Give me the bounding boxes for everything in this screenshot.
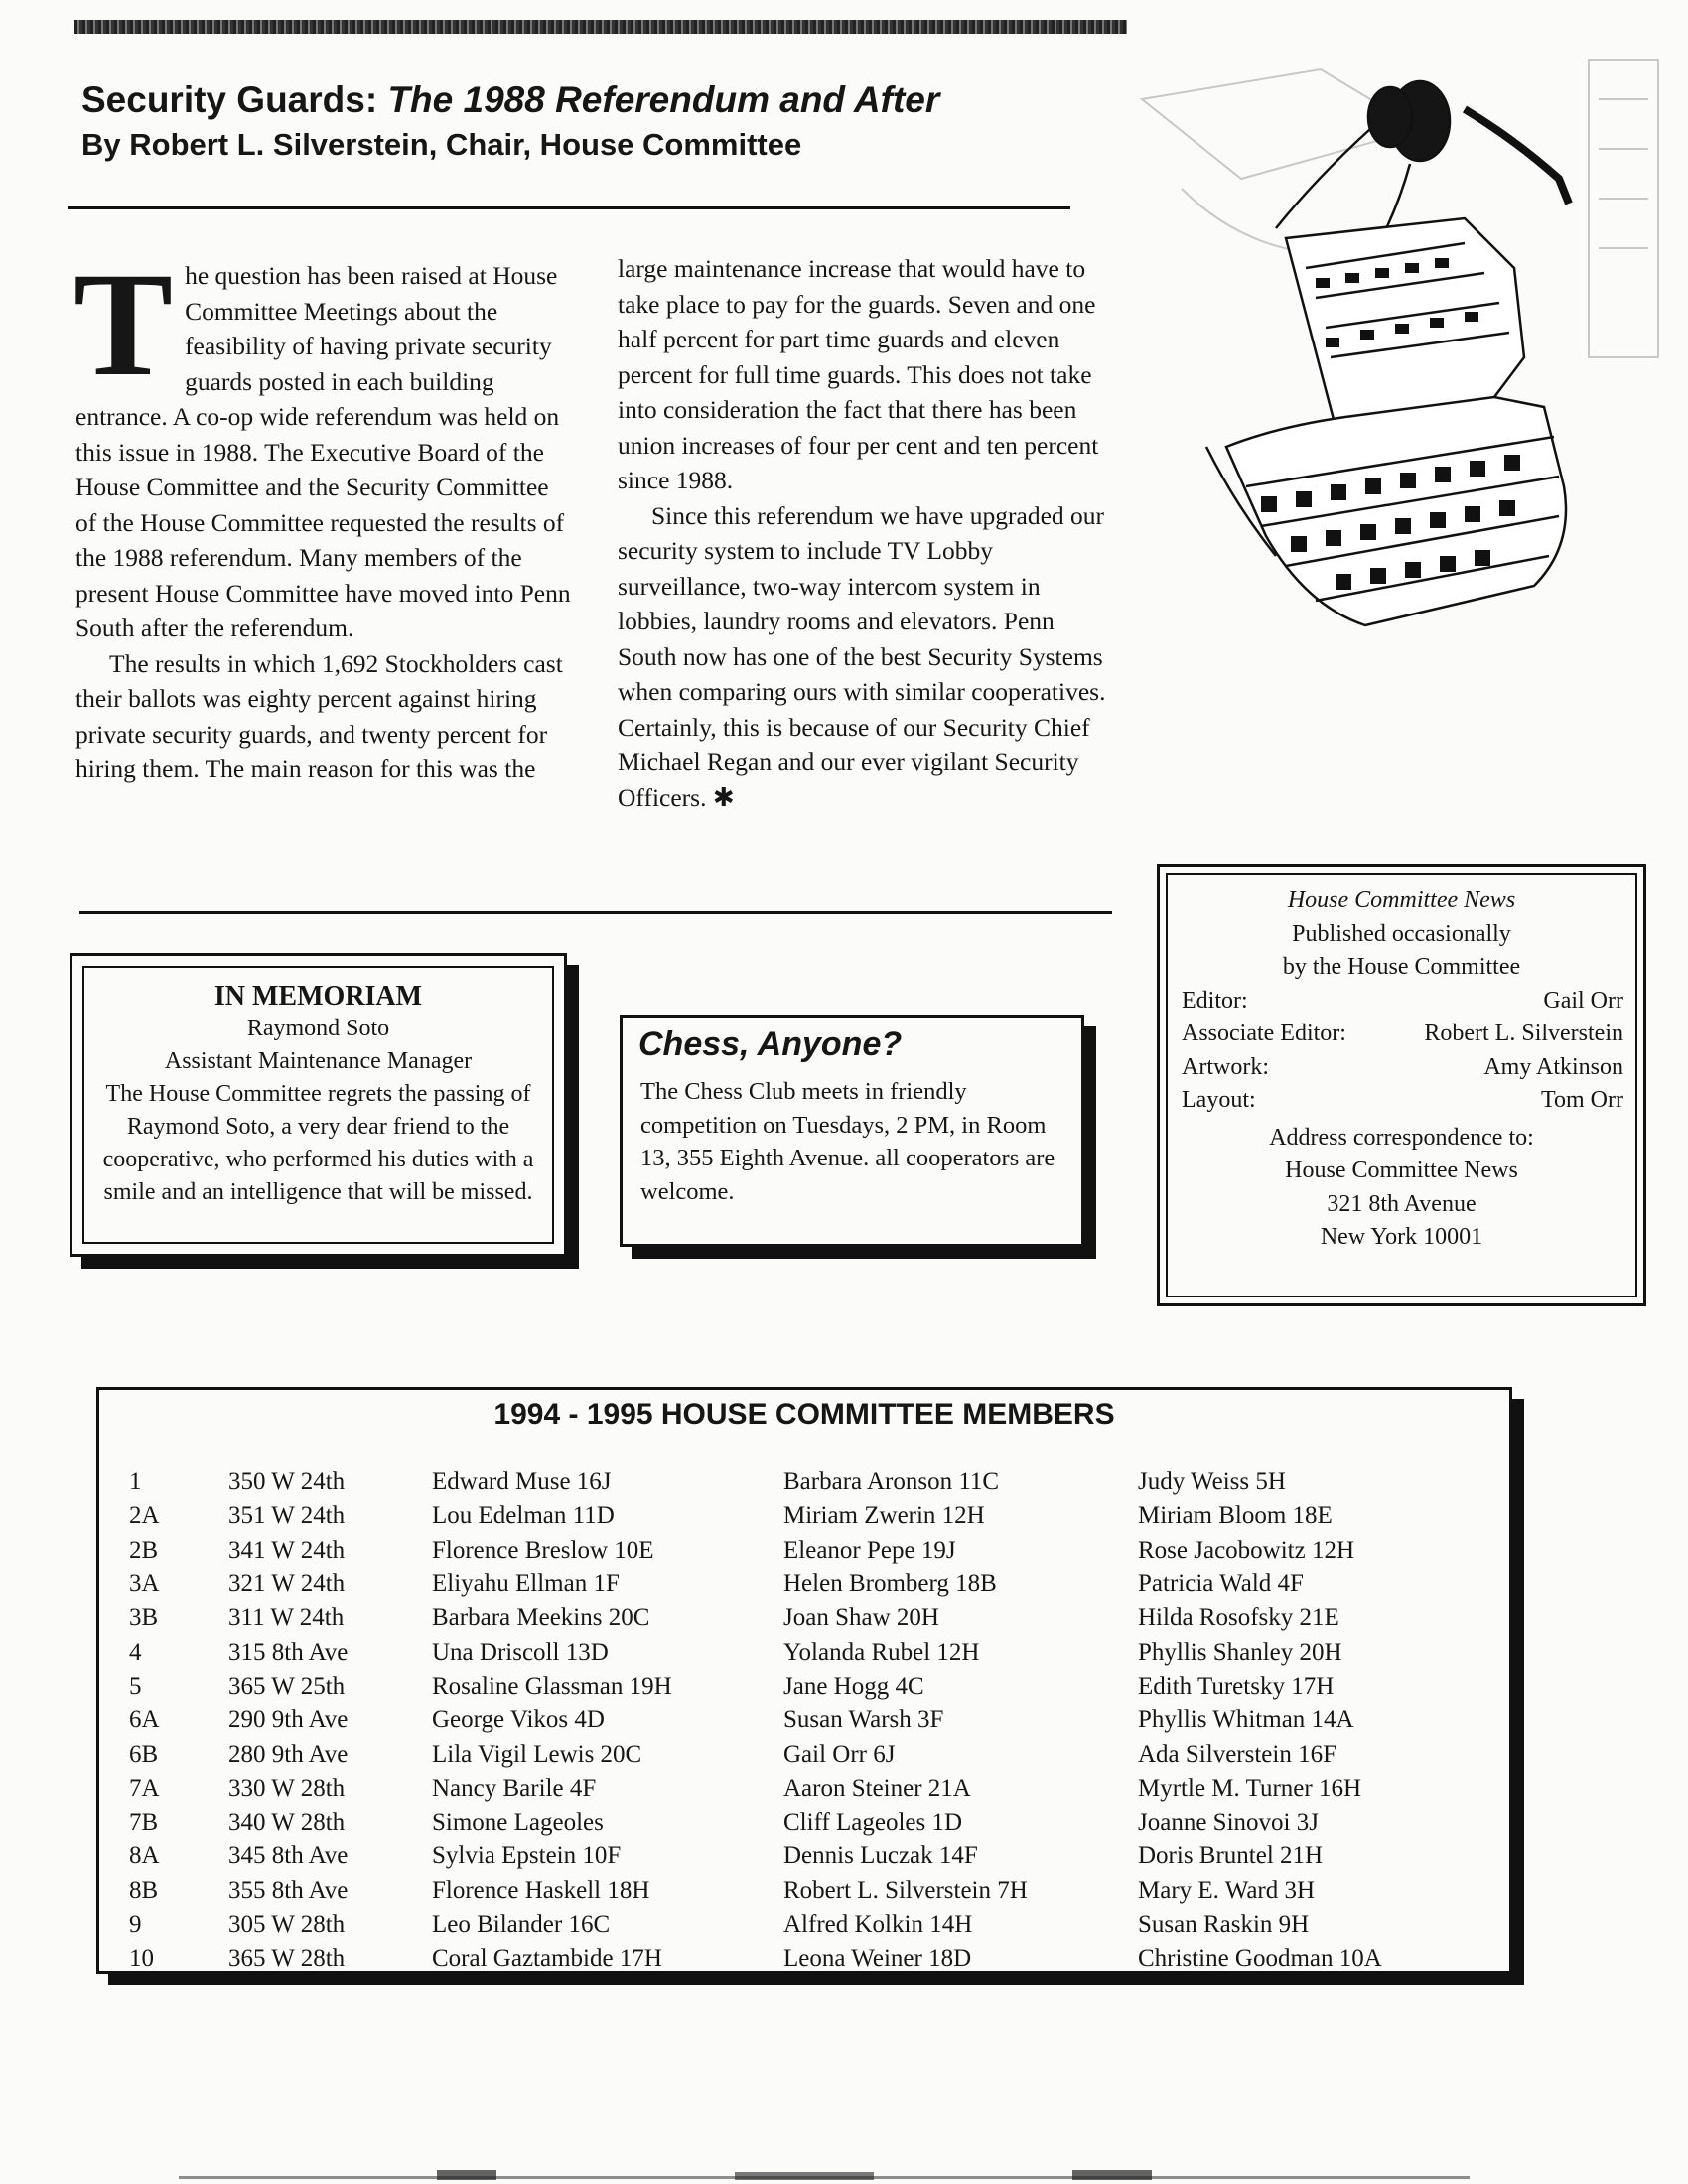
member-name: Christine Goodman 10A <box>1138 1945 1382 1973</box>
member-name: Susan Warsh 3F <box>783 1706 944 1734</box>
building-number: 8B <box>129 1876 159 1904</box>
credit-row <box>1160 1084 1643 1118</box>
news-box-address-label: Address correspondence to: <box>1269 1124 1534 1151</box>
building-address: 365 W 28th <box>228 1945 346 1973</box>
table-row <box>129 1568 1382 1601</box>
member-name: Leo Bilander 16C <box>432 1911 611 1938</box>
member-name: Dennis Luczak 14F <box>783 1843 978 1870</box>
table-row <box>129 1908 1382 1942</box>
building-number: 10 <box>129 1945 154 1973</box>
member-name: Mary E. Ward 3H <box>1138 1876 1316 1904</box>
article-end-rule <box>79 911 1112 914</box>
bottom-edge-noise <box>179 2164 1470 2184</box>
credit-name: Gail Orr <box>1543 987 1623 1014</box>
news-box-address3: New York 10001 <box>1320 1224 1483 1250</box>
in-memoriam-text: The House Committee regrets the passing of Raymond Soto, a very dear friend to the cooperative, who performed his duties with a smile and an intelligence that will be missed. <box>102 1081 534 1205</box>
member-name: Alfred Kolkin 14H <box>783 1911 973 1938</box>
table-row <box>129 1942 1382 1976</box>
building-address: 351 W 24th <box>228 1502 346 1530</box>
member-name: Phyllis Whitman 14A <box>1138 1706 1354 1734</box>
member-name: Eliyahu Ellman 1F <box>432 1570 620 1598</box>
member-name: Florence Haskell 18H <box>432 1876 650 1904</box>
member-name: Sylvia Epstein 10F <box>432 1843 622 1870</box>
title-rule <box>68 206 1070 209</box>
building-number: 3A <box>129 1570 160 1598</box>
credit-role: Associate Editor: <box>1182 1021 1346 1046</box>
table-row <box>129 1806 1382 1840</box>
table-row <box>129 1874 1382 1908</box>
table-row <box>129 1465 1382 1499</box>
building-address: 311 W 24th <box>228 1604 345 1632</box>
building-address: 315 8th Ave <box>228 1638 349 1666</box>
building-number: 8A <box>129 1843 160 1870</box>
table-row <box>129 1635 1382 1669</box>
article-column-2 <box>618 251 1119 815</box>
building-address: 340 W 28th <box>228 1809 346 1837</box>
article-byline: By Robert L. Silverstein, Chair, House Committee <box>81 127 802 162</box>
member-name: Robert L. Silverstein 7H <box>783 1876 1028 1904</box>
member-name: Barbara Aronson 11C <box>783 1468 1000 1496</box>
credit-row <box>1160 985 1643 1019</box>
member-name: Myrtle M. Turner 16H <box>1138 1774 1362 1802</box>
building-number: 6A <box>129 1706 160 1734</box>
building-number: 1 <box>129 1468 142 1496</box>
member-name: Joanne Sinovoi 3J <box>1138 1809 1319 1837</box>
article-paragraph-1: he question has been raised at House Committee Meetings about the feasibility of having private security guards posted in each building entrance. A co-op wide referendum was held on this issue in 1988. The Executive Board of the House Committee and the Security Committee of the House Committee requested the results of the 1988 referendum. Many members of the present House Committee have moved into Penn South after the referendum. <box>75 261 571 642</box>
table-row <box>129 1601 1382 1635</box>
credit-role: Layout: <box>1182 1087 1256 1113</box>
chess-heading: Chess, Anyone? <box>638 1025 903 1063</box>
building-address: 355 8th Ave <box>228 1876 349 1904</box>
article-title-main: Security Guards: <box>81 79 378 120</box>
member-name: Cliff Lageoles 1D <box>783 1809 963 1837</box>
member-name: Barbara Meekins 20C <box>432 1604 650 1632</box>
member-name: Aaron Steiner 21A <box>783 1774 971 1802</box>
building-number: 7A <box>129 1774 160 1802</box>
building-number: 9 <box>129 1911 142 1938</box>
table-row <box>129 1737 1382 1771</box>
credit-row <box>1160 1051 1643 1085</box>
chess-box <box>620 1015 1084 1247</box>
table-row <box>129 1840 1382 1873</box>
article-title <box>81 79 939 121</box>
table-row <box>129 1499 1382 1533</box>
chess-text: The Chess Club meets in friendly competition on Tuesdays, 2 PM, in Room 13, 355 Eighth Avenue. all cooperators are welcome. <box>640 1078 1055 1205</box>
building-address: 330 W 28th <box>228 1774 346 1802</box>
building-number: 2B <box>129 1536 159 1564</box>
table-row <box>129 1534 1382 1568</box>
member-name: Hilda Rosofsky 21E <box>1138 1604 1339 1632</box>
drop-cap: T <box>73 242 174 407</box>
building-number: 2A <box>129 1502 160 1530</box>
building-number: 6B <box>129 1740 159 1768</box>
article-paragraph-4 <box>618 498 1119 816</box>
building-number: 3B <box>129 1604 159 1632</box>
member-name: Miriam Bloom 18E <box>1138 1502 1333 1530</box>
member-name: Edith Turetsky 17H <box>1138 1672 1335 1700</box>
news-box-address1: House Committee News <box>1285 1158 1518 1183</box>
member-name: Judy Weiss 5H <box>1138 1468 1286 1496</box>
committee-members-table <box>129 1465 1382 1976</box>
committee-members-box <box>96 1387 1512 1974</box>
member-name: Lou Edelman 11D <box>432 1502 615 1530</box>
member-name: Phyllis Shanley 20H <box>1138 1638 1342 1666</box>
building-address: 350 W 24th <box>228 1468 346 1496</box>
member-name: Doris Bruntel 21H <box>1138 1843 1324 1870</box>
penn-south-building-illustration <box>1167 69 1653 655</box>
member-name: Edward Muse 16J <box>432 1468 612 1496</box>
building-address: 321 W 24th <box>228 1570 346 1598</box>
member-name: Gail Orr 6J <box>783 1740 896 1768</box>
member-name: Una Driscoll 13D <box>432 1638 609 1666</box>
member-name: Susan Raskin 9H <box>1138 1911 1310 1938</box>
building-address: 305 W 28th <box>228 1911 346 1938</box>
news-box-address2: 321 8th Avenue <box>1327 1190 1477 1217</box>
member-name: Florence Breslow 10E <box>432 1536 654 1564</box>
in-memoriam-box <box>70 953 567 1257</box>
table-row <box>129 1670 1382 1704</box>
member-name: Yolanda Rubel 12H <box>783 1638 980 1666</box>
member-name: Joan Shaw 20H <box>783 1604 939 1632</box>
building-address: 290 9th Ave <box>228 1706 349 1734</box>
article-paragraph-4-text: Since this referendum we have upgraded our security system to include TV Lobby surveillance, two-way intercom system in lobbies, laundry rooms and elevators. Penn South now has one of the best Security Systems when comparing ours with similar cooperatives. Certainly, this is because of our Security Chief Michael Regan and our ever vigilant Security Officers. <box>618 500 1106 812</box>
building-address: 341 W 24th <box>228 1536 346 1564</box>
credit-role: Editor: <box>1182 987 1248 1014</box>
building-number: 5 <box>129 1672 142 1700</box>
news-box-line2: Published occasionally <box>1292 920 1511 947</box>
credit-name: Robert L. Silverstein <box>1424 1021 1623 1046</box>
credit-name: Amy Atkinson <box>1483 1053 1623 1080</box>
building-address: 280 9th Ave <box>228 1740 349 1768</box>
member-name: Miriam Zwerin 12H <box>783 1502 985 1530</box>
end-mark-icon: ✱ <box>712 782 735 812</box>
member-name: Nancy Barile 4F <box>432 1774 597 1802</box>
house-committee-news-box <box>1157 864 1646 1306</box>
member-name: Lila Vigil Lewis 20C <box>432 1740 642 1768</box>
member-name: Leona Weiner 18D <box>783 1945 972 1973</box>
article-paragraph-2: The results in which 1,692 Stockholders cast their ballots was eighty percent against hiring private security guards, and twenty percent for hiring them. The main reason for this was the <box>75 648 563 783</box>
in-memoriam-heading: IN MEMORIAM <box>213 981 423 1012</box>
member-name: Helen Bromberg 18B <box>783 1570 997 1598</box>
member-name: Simone Lageoles <box>432 1809 604 1837</box>
table-row <box>129 1772 1382 1806</box>
top-border-bar <box>74 20 1127 34</box>
member-name: Eleanor Pepe 19J <box>783 1536 956 1564</box>
building-number: 7B <box>129 1809 159 1837</box>
news-box-line3: by the House Committee <box>1282 954 1521 980</box>
member-name: Coral Gaztambide 17H <box>432 1945 662 1973</box>
building-address: 365 W 25th <box>228 1672 346 1700</box>
in-memoriam-role: Assistant Maintenance Manager <box>164 1048 473 1074</box>
member-name: Jane Hogg 4C <box>783 1672 924 1700</box>
article-title-italic: The 1988 Referendum and After <box>387 79 940 120</box>
news-box-title: House Committee News <box>1287 887 1516 913</box>
member-name: Ada Silverstein 16F <box>1138 1740 1336 1768</box>
article-column-1 <box>73 242 574 787</box>
member-name: Rosaline Glassman 19H <box>432 1672 672 1700</box>
credit-row <box>1160 1018 1643 1051</box>
article-paragraph-3: large maintenance increase that would have to take place to pay for the guards. Seven and one half percent for part time guards and eleven percent for full time guards. This does not take into consideration the fact that there has been union increases of four per cent and ten percent since 1988. <box>618 254 1099 494</box>
building-number: 4 <box>129 1638 142 1666</box>
member-name: Rose Jacobowitz 12H <box>1138 1536 1355 1564</box>
member-name: George Vikos 4D <box>432 1706 605 1734</box>
credit-name: Tom Orr <box>1541 1087 1623 1113</box>
committee-members-heading: 1994 - 1995 HOUSE COMMITTEE MEMBERS <box>493 1398 1115 1431</box>
credit-role: Artwork: <box>1182 1053 1269 1080</box>
table-row <box>129 1704 1382 1737</box>
building-address: 345 8th Ave <box>228 1843 349 1870</box>
member-name: Patricia Wald 4F <box>1138 1570 1304 1598</box>
in-memoriam-name: Raymond Soto <box>246 1016 390 1041</box>
